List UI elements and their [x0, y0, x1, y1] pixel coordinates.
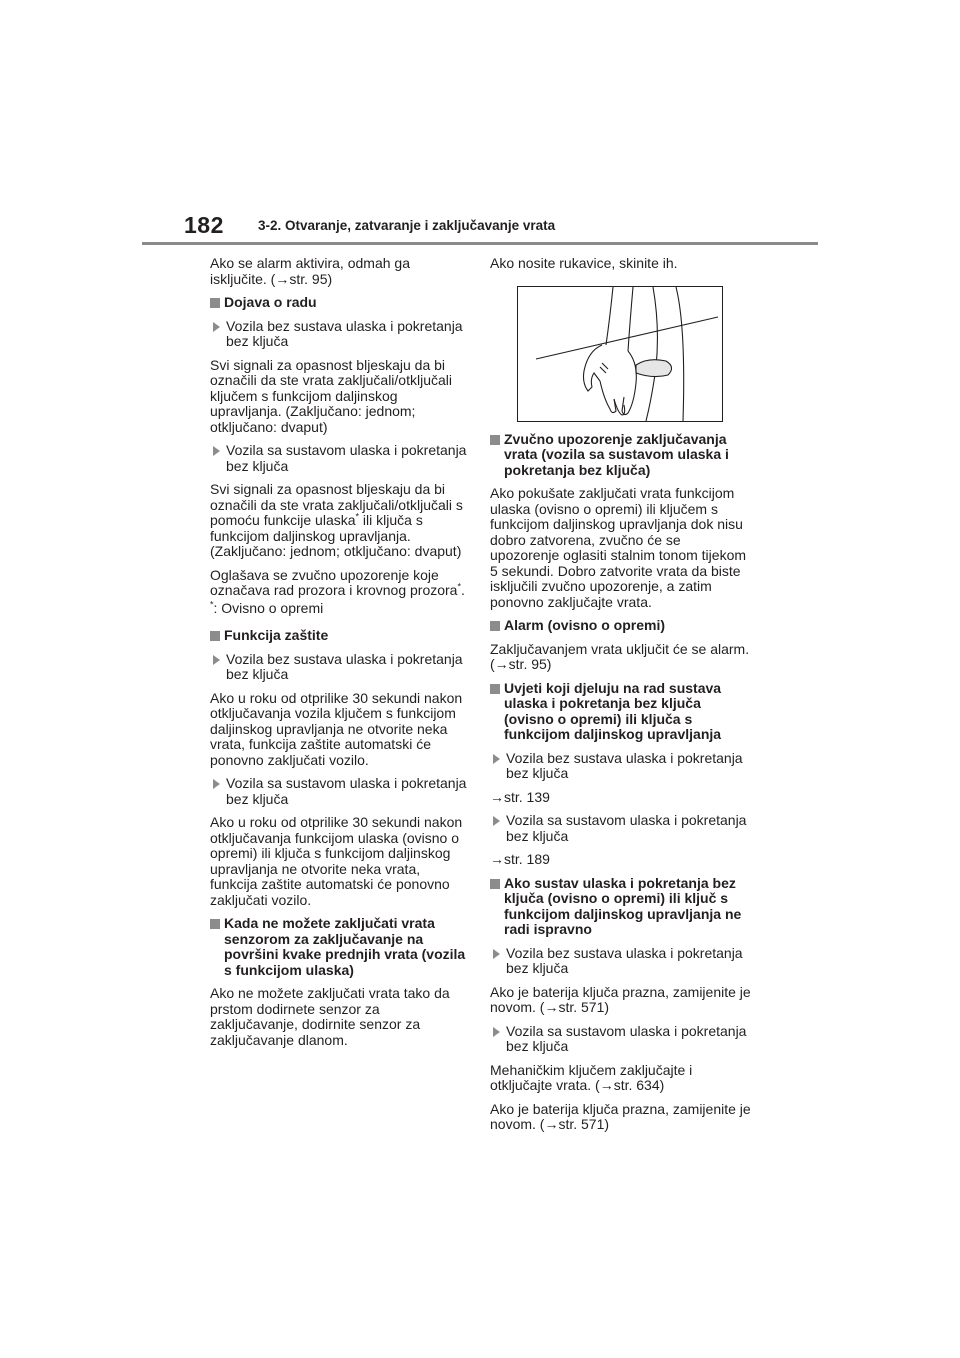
list-item-text: Vozila bez sustava ulaska i pokretanja bez ključa — [506, 749, 743, 781]
triangle-bullet-icon — [213, 655, 220, 665]
list-item — [490, 813, 752, 844]
list-item-text: Vozila sa sustavom ulaska i pokretanja bez ključa — [226, 775, 467, 807]
list-item — [210, 443, 468, 474]
section-heading — [490, 618, 752, 634]
paragraph: Ako u roku od otprilike 30 sekundi nakon otključavanja funkcijom ulaska (ovisno o opremi) ili ključa s funkcijom daljinskog upravljanja ne otvorite neka vrata, funkcija zaštite automatski će ponovno zaključati vozilo. — [210, 814, 463, 908]
paragraph-text: ili ključa s funkcijom daljinskog upravljanja. (Zaključano: jednom; otključano: dvaput) — [210, 512, 462, 559]
page-number: 182 — [184, 212, 224, 238]
section-title: 3-2. Otvaranje, zatvaranje i zaključavanje vrata — [258, 218, 556, 233]
section-heading — [210, 916, 468, 978]
page-reference: →str. 139 — [490, 788, 550, 805]
section-heading — [210, 295, 468, 311]
list-item-text: Vozila sa sustavom ulaska i pokretanja bez ključa — [226, 442, 467, 474]
heading-text: Ako sustav ulaska i pokretanja bez ključa (ovisno o opremi) ili ključ s funkcijom daljinskog upravljanja ne radi ispravno — [504, 874, 742, 937]
paragraph — [210, 568, 468, 599]
paragraph: Ako nosite rukavice, skinite ih. — [490, 255, 678, 271]
list-item-text: Vozila sa sustavom ulaska i pokretanja bez ključa — [506, 812, 747, 844]
square-bullet-icon — [490, 435, 500, 445]
square-bullet-icon — [210, 631, 220, 641]
paragraph: Svi signali za opasnost bljeskaju da bi označili da ste vrata zaključali/otključali ključem s funkcijom daljinskog upravljanja. (Zaključano: jednom; otključano: dvaput) — [210, 356, 452, 435]
illustration-svg — [518, 287, 722, 421]
triangle-bullet-icon — [493, 754, 500, 764]
footnote — [210, 598, 468, 617]
right-column — [490, 256, 752, 1141]
triangle-bullet-icon — [213, 322, 220, 332]
heading-text: Zvučno upozorenje zaključavanja vrata (vozila sa sustavom ulaska i pokretanja bez ključa) — [504, 430, 729, 478]
left-column — [210, 256, 468, 1056]
triangle-bullet-icon — [493, 949, 500, 959]
square-bullet-icon — [490, 684, 500, 694]
list-item-text: Vozila bez sustava ulaska i pokretanja bez ključa — [506, 944, 743, 976]
heading-text: Alarm (ovisno o opremi) — [504, 617, 666, 633]
paragraph: Ako pokušate zaključati vrata funkcijom ulaska (ovisno o opremi) ili ključem s funkcijom daljinskog upravljanja dok nisu dobro zatvorena, zvučno će se upozorenje oglasiti stalnim tonom tijekom 5 sekundi. Dobro zatvorite vrata da biste isključili zvučno upozorenje, a zatim ponovno zaključajte vrata. — [490, 485, 747, 610]
paragraph-text: Oglašava se zvučno upozorenje koje označava rad prozora i krovnog prozora — [210, 566, 458, 598]
list-item — [210, 652, 468, 683]
section-heading — [490, 681, 752, 743]
footnote-text: : Ovisno o opremi — [213, 599, 324, 616]
paragraph: Ako je baterija ključa prazna, zamijenite je novom. (→str. 571) — [490, 1100, 751, 1132]
paragraph: Ako u roku od otprilike 30 sekundi nakon otključavanja vozila ključem s funkcijom daljinskog upravljanja ne otvorite neka vrata, funkcija zaštite automatski će ponovno zaključati vozilo. — [210, 689, 463, 768]
heading-text: Funkcija zaštite — [224, 627, 329, 643]
section-heading — [210, 628, 468, 644]
hand-door-handle-illustration — [517, 286, 723, 422]
asterisk-mark: * — [210, 598, 214, 609]
list-item-text: Vozila bez sustava ulaska i pokretanja bez ključa — [226, 650, 463, 682]
paragraph-text: Svi signali za opasnost bljeskaju da bi označili da ste vrata zaključali/otključali s pomoću funkcije ulaska — [210, 481, 463, 528]
square-bullet-icon — [210, 298, 220, 308]
paragraph: Ako je baterija ključa prazna, zamijenite je novom. (→str. 571) — [490, 983, 751, 1015]
header-rule — [142, 242, 818, 245]
page-reference: →str. 189 — [490, 851, 550, 867]
list-item — [490, 751, 752, 782]
square-bullet-icon — [210, 919, 220, 929]
triangle-bullet-icon — [493, 1027, 500, 1037]
triangle-bullet-icon — [213, 779, 220, 789]
list-item — [490, 1024, 752, 1055]
triangle-bullet-icon — [213, 446, 220, 456]
list-item — [490, 946, 752, 977]
paragraph — [210, 482, 468, 560]
triangle-bullet-icon — [493, 816, 500, 826]
list-item-text: Vozila bez sustava ulaska i pokretanja bez ključa — [226, 317, 463, 349]
section-heading — [490, 876, 752, 938]
paragraph: Ako ne možete zaključati vrata tako da prstom dodirnete senzor za zaključavanje, dodirnite senzor za zaključavanje dlanom. — [210, 985, 450, 1048]
heading-text: Uvjeti koji djeluju na rad sustava ulaska i pokretanja bez ključa (ovisno o opremi) ili ključa s funkcijom daljinskog upravljanja — [504, 679, 722, 742]
paragraph: Mehaničkim ključem zaključajte i otključajte vrata. (→str. 634) — [490, 1061, 693, 1093]
paragraph: Ako se alarm aktivira, odmah ga isključite. (→str. 95) — [210, 255, 410, 287]
heading-text: Dojava o radu — [224, 294, 317, 310]
list-item — [210, 319, 468, 350]
section-heading — [490, 432, 752, 479]
paragraph-text: . — [460, 582, 465, 598]
list-item — [210, 776, 468, 807]
heading-text: Kada ne možete zaključati vrata senzorom za zaključavanje na površini kvake prednjih vrata (vozila s funkcijom ulaska) — [224, 915, 466, 978]
square-bullet-icon — [490, 621, 500, 631]
square-bullet-icon — [490, 879, 500, 889]
list-item-text: Vozila sa sustavom ulaska i pokretanja bez ključa — [506, 1022, 747, 1054]
asterisk-mark: * — [457, 581, 461, 592]
paragraph: Zaključavanjem vrata uključit će se alarm. (→str. 95) — [490, 640, 750, 672]
asterisk-mark: * — [355, 511, 360, 522]
